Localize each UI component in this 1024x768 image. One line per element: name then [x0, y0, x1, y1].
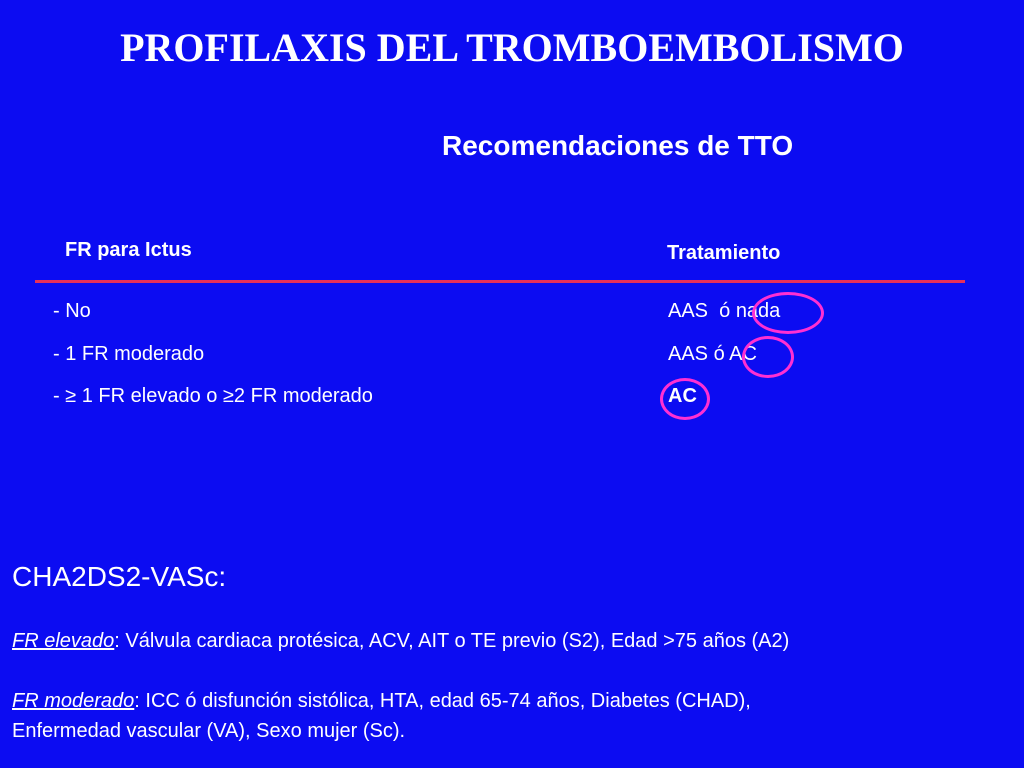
slide-title: PROFILAXIS DEL TROMBOEMBOLISMO: [120, 25, 904, 70]
score-title: CHA2DS2-VASc:: [12, 561, 227, 592]
highlight-circle-nada: [752, 292, 824, 334]
moderate-risk-text-line1: : ICC ó disfunción sistólica, HTA, edad 65-74 años, Diabetes (CHAD),: [134, 690, 751, 712]
moderate-risk-text-line2: Enfermedad vascular (VA), Sexo mujer (Sc).: [12, 720, 406, 742]
highlight-circle-ac-bold: [660, 378, 710, 420]
header-divider: [35, 280, 965, 283]
treatment-row-3: AC: [668, 385, 697, 407]
treatment-row-1: AAS ó nada: [668, 300, 781, 322]
highlight-circle-ac: [742, 336, 794, 378]
treatment-row-2: AAS ó AC: [668, 343, 757, 365]
moderate-risk-label: FR moderado: [12, 690, 135, 712]
risk-column-header: FR para Ictus: [65, 239, 192, 261]
treatment-column-header: Tratamiento: [667, 242, 781, 264]
risk-row-3: - ≥ 1 FR elevado o ≥2 FR moderado: [53, 385, 373, 407]
risk-row-1: - No: [53, 300, 91, 322]
moderate-risk-paragraph: [12, 686, 751, 746]
high-risk-text: : Válvula cardiaca protésica, ACV, AIT o TE previo (S2), Edad >75 años (A2): [114, 630, 790, 652]
high-risk-paragraph: [12, 626, 789, 656]
high-risk-label: FR elevado: [12, 630, 115, 652]
slide-subtitle: Recomendaciones de TTO: [442, 130, 794, 161]
risk-row-2: - 1 FR moderado: [53, 343, 205, 365]
